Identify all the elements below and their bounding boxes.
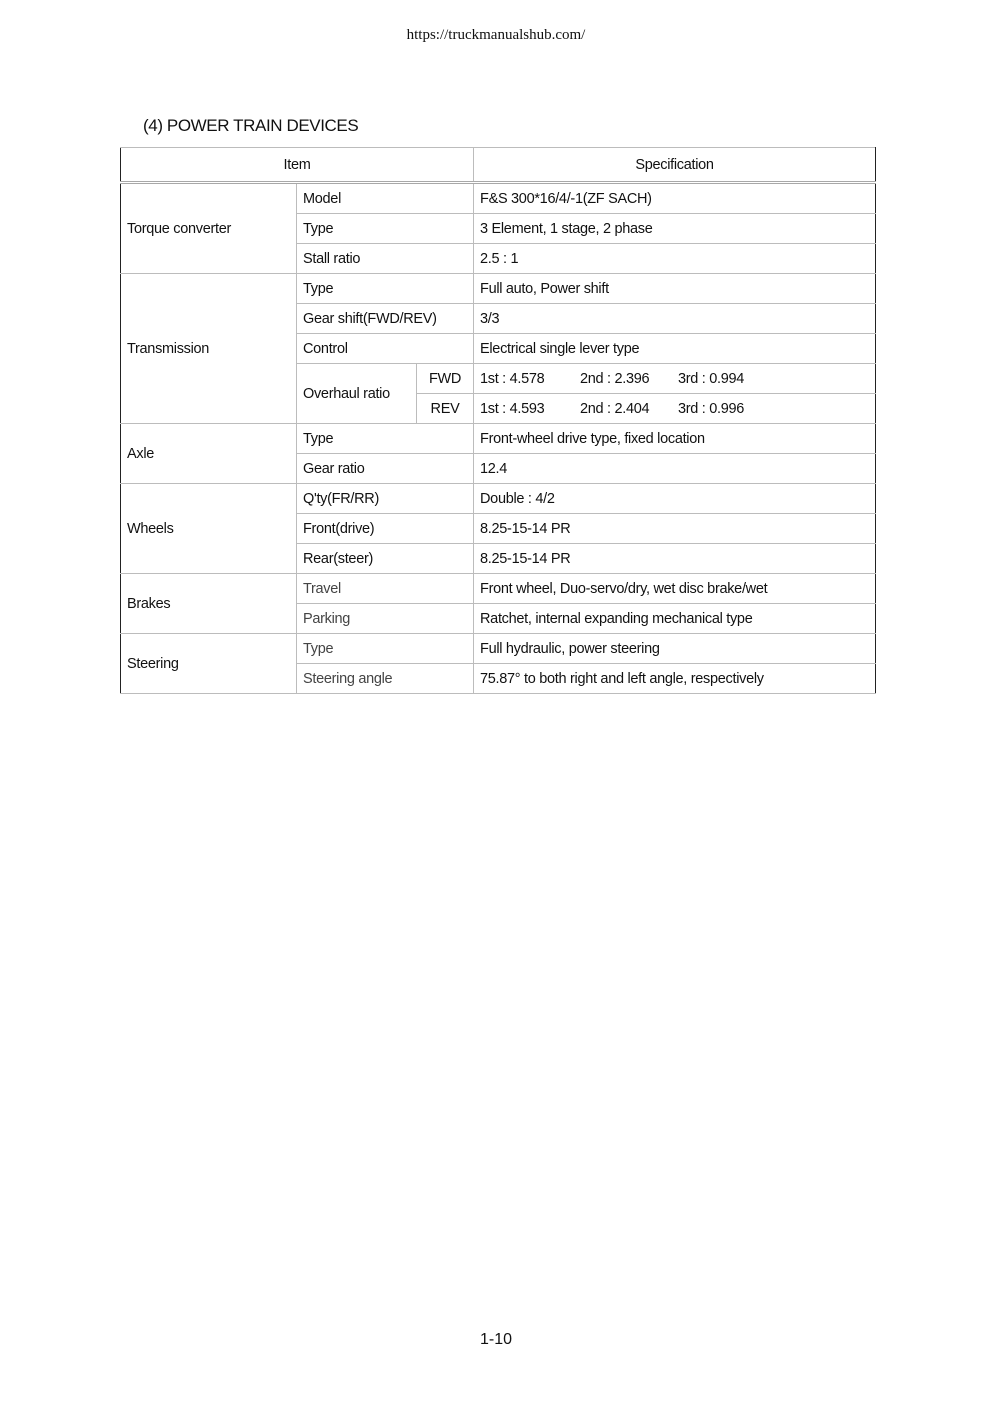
spec-cell: 12.4 — [474, 454, 876, 484]
item-cell: Front(drive) — [297, 514, 474, 544]
ratio-3rd: 3rd : 0.996 — [678, 400, 745, 417]
source-url: https://truckmanualshub.com/ — [406, 27, 586, 43]
header-specification: Specification — [474, 148, 876, 183]
spec-cell: Front-wheel drive type, fixed location — [474, 424, 876, 454]
item-cell: Parking — [297, 604, 474, 634]
ratio-2nd: 2nd : 2.396 — [580, 370, 650, 387]
header-item: Item — [121, 148, 474, 183]
item-cell: Type — [297, 274, 474, 304]
direction-rev: REV — [417, 394, 474, 424]
spec-cell: Front wheel, Duo-servo/dry, wet disc brake/wet — [474, 574, 876, 604]
item-cell-overhaul-ratio: Overhaul ratio — [297, 364, 417, 424]
spec-cell: 3 Element, 1 stage, 2 phase — [474, 214, 876, 244]
item-cell: Q'ty(FR/RR) — [297, 484, 474, 514]
ratio-3rd: 3rd : 0.994 — [678, 370, 745, 387]
category-wheels: Wheels — [121, 484, 297, 574]
spec-cell: Double : 4/2 — [474, 484, 876, 514]
spec-cell: 8.25-15-14 PR — [474, 544, 876, 574]
item-cell: Gear shift(FWD/REV) — [297, 304, 474, 334]
category-steering: Steering — [121, 634, 297, 694]
item-cell: Type — [297, 424, 474, 454]
spec-cell: 3/3 — [474, 304, 876, 334]
spec-cell: 8.25-15-14 PR — [474, 514, 876, 544]
category-transmission: Transmission — [121, 274, 297, 424]
table-row — [121, 484, 876, 514]
item-cell: Stall ratio — [297, 244, 474, 274]
table-row — [121, 274, 876, 304]
spec-cell: Ratchet, internal expanding mechanical type — [474, 604, 876, 634]
item-cell: Type — [297, 634, 474, 664]
direction-fwd: FWD — [417, 364, 474, 394]
spec-cell-fwd-ratios — [474, 364, 876, 394]
spec-cell: Full hydraulic, power steering — [474, 634, 876, 664]
table-header-row — [121, 148, 876, 183]
ratio-2nd: 2nd : 2.404 — [580, 400, 650, 417]
item-cell: Steering angle — [297, 664, 474, 694]
table-row — [121, 574, 876, 604]
item-cell: Gear ratio — [297, 454, 474, 484]
category-brakes: Brakes — [121, 574, 297, 634]
ratio-1st: 1st : 4.578 — [480, 370, 545, 387]
item-cell: Rear(steer) — [297, 544, 474, 574]
category-torque-converter: Torque converter — [121, 183, 297, 274]
spec-cell: F&S 300*16/4/-1(ZF SACH) — [474, 183, 876, 214]
page-number: 1-10 — [479, 1331, 513, 1348]
item-cell: Control — [297, 334, 474, 364]
item-cell: Type — [297, 214, 474, 244]
spec-cell-rev-ratios — [474, 394, 876, 424]
category-axle: Axle — [121, 424, 297, 484]
item-cell: Travel — [297, 574, 474, 604]
item-cell: Model — [297, 183, 474, 214]
ratio-1st: 1st : 4.593 — [480, 400, 545, 417]
table-row — [121, 424, 876, 454]
section-title: (4) POWER TRAIN DEVICES — [143, 116, 359, 135]
power-train-spec-table — [120, 147, 876, 694]
spec-cell: Full auto, Power shift — [474, 274, 876, 304]
table-row — [121, 183, 876, 214]
table-row — [121, 634, 876, 664]
spec-cell: 2.5 : 1 — [474, 244, 876, 274]
spec-cell: 75.87° to both right and left angle, respectively — [474, 664, 876, 694]
spec-cell: Electrical single lever type — [474, 334, 876, 364]
